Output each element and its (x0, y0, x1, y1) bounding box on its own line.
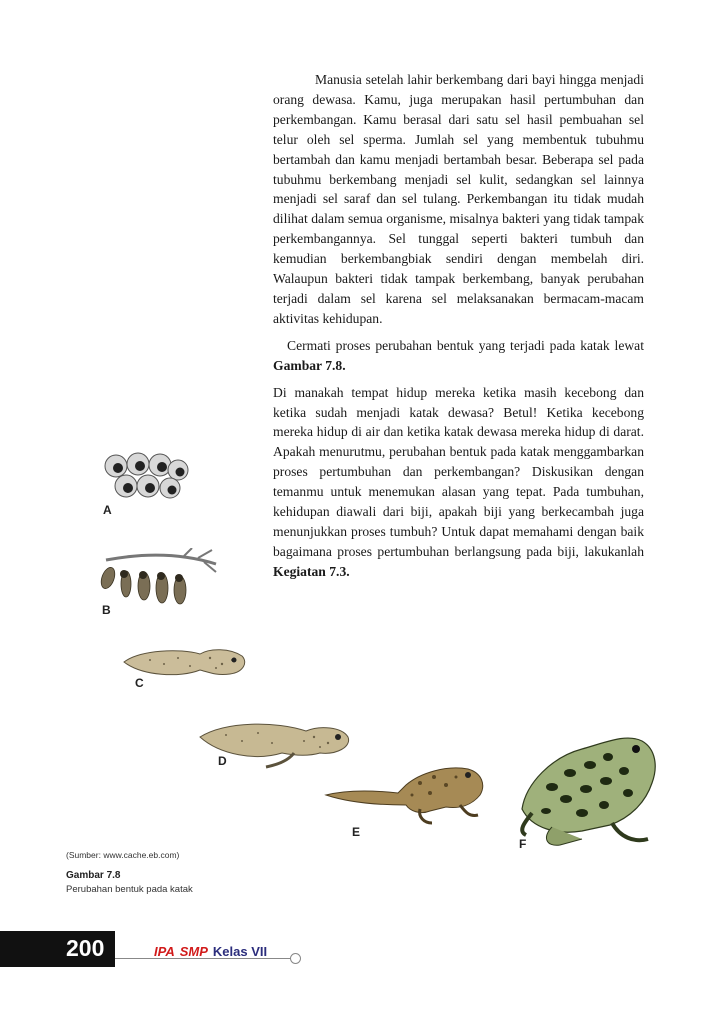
figure-label-e: E (352, 825, 361, 839)
paragraph-1: Manusia setelah lahir berkembang dari bayi hingga menjadi orang dewasa. Kamu, juga merupakan hasil pertumbuhan dan perkembangan. Kamu berasal dari satu sel hasil pembuahan sel telur oleh sel sperma. Jumlah sel yang membentuk tubuhmu bertambah dan kamu menjadi bertambah besar. Beberapa sel pada tubuhmu berkembang menjadi sel kulit, sedangkan sel lainnya menjadi sel saraf dan sel tulang. Perkembangan itu tidak mudah dilihat dalam semua organisme, misalnya bakteri yang tidak tampak perkembangannya. Sel tunggal seperti bakteri tumbuh dan kemudian berkembangbiak sendiri dengan membelah diri. Walaupun bakteri tidak tampak berkembang, banyak perubahan terjadi dalam sel karena sel melaksanakan bermacam-macam aktivitas kehidupan. (273, 72, 644, 326)
figure-label-f: F (519, 837, 527, 851)
figure-description: Perubahan bentuk pada katak (66, 884, 193, 895)
figure-reference: Gambar 7.8. (273, 357, 346, 373)
paragraph-2-text: Cermati proses perubahan bentuk yang terjadi pada katak lewat (287, 337, 644, 353)
paragraph-2 (273, 336, 644, 376)
book-subject: IPA (154, 944, 175, 959)
page-number: 200 (66, 935, 105, 961)
frog-eggs-illustration (92, 448, 192, 510)
figure-title: Gambar 7.8 (66, 870, 121, 881)
activity-reference: Kegiatan 7.3. (273, 563, 350, 579)
paragraph-3-text: Di manakah tempat hidup mereka ketika masih kecebong dan ketika sudah menjadi katak dewasa? Betul! Ketika kecebong mereka hidup di air dan ketika katak dewasa mereka hidup di darat. Apakah menurutmu, perubahan bentuk pada katak menggambarkan proses pertumbuhan dan perkembangan? Diskusikan dengan temanmu untuk menemukan alasan yang tepat. Pada tumbuhan, kehidupan diawali dari biji, apakah biji yang berkecambah juga menunjukkan proses tumbuh? Untuk dapat memahami dengan baik bagaimana proses pertumbuhan berlangsung pada biji, lakukanlah (273, 384, 644, 559)
book-level: SMP (179, 944, 208, 959)
book-class: Kelas VII (212, 944, 268, 959)
figure-label-c: C (135, 676, 144, 690)
body-text (273, 70, 644, 582)
figure-label-a: A (103, 503, 112, 517)
footer-circle-ornament (290, 953, 301, 964)
paragraph-3 (273, 383, 644, 582)
figure-source: (Sumber: www.cache.eb.com) (66, 850, 180, 860)
adult-frog-illustration (512, 727, 662, 852)
figure-label-d: D (218, 754, 227, 768)
young-frog-illustration (320, 755, 490, 827)
book-title (154, 944, 267, 959)
figure-label-b: B (102, 603, 111, 617)
